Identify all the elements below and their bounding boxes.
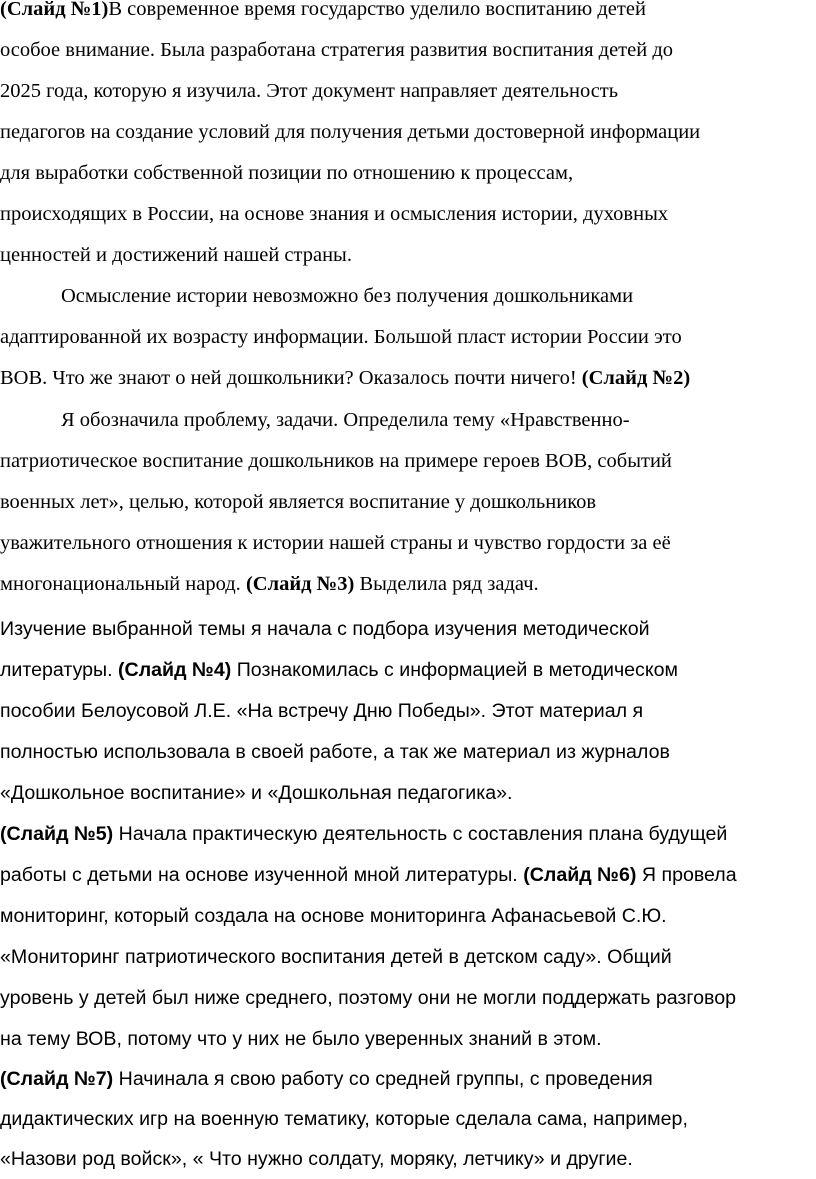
- text-run: на тему ВОВ, потому что у них не было уверенных знаний в этом.: [0, 1028, 602, 1050]
- text-line: [0, 112, 816, 153]
- text-run: для выработки собственной позиции по отношению к процессам,: [0, 162, 574, 184]
- text-line: [0, 691, 816, 732]
- text-line: [0, 482, 816, 523]
- text-run: мониторинг, который создала на основе мониторинга Афанасьевой С.Ю.: [0, 905, 667, 927]
- text-run: педагогов на создание условий для получения детьми достоверной информации: [0, 121, 701, 143]
- text-line: [0, 30, 816, 71]
- text-line: [0, 441, 816, 482]
- text-run: 2025 года, которую я изучила. Этот документ направляет деятельность: [0, 80, 619, 102]
- text-line: [0, 317, 816, 358]
- text-line: [0, 358, 816, 399]
- paragraph-history: [0, 276, 816, 399]
- text-run: Я провела: [636, 864, 737, 886]
- text-run: Выделила ряд задач.: [354, 573, 539, 595]
- text-run: дидактических игр на военную тематику, которые сделала сама, например,: [0, 1108, 688, 1130]
- text-line: [0, 1059, 816, 1099]
- paragraph-practice: [0, 814, 816, 1060]
- slide-reference: (Слайд №7): [0, 1068, 114, 1090]
- text-run: адаптированной их возрасту информации. Большой пласт истории России это: [0, 326, 682, 348]
- text-run: «Мониторинг патриотического воспитания детей в детском саду». Общий: [0, 946, 672, 968]
- paragraph-literature: [0, 609, 816, 814]
- text-line: [0, 855, 816, 896]
- text-line: [0, 814, 816, 855]
- text-run: «Дошкольное воспитание» и «Дошкольная педагогика».: [0, 782, 513, 804]
- text-line: [0, 276, 816, 317]
- text-run: Начала практическую деятельность с составления плана будущей: [113, 823, 728, 845]
- text-run: уровень у детей был ниже среднего, поэтому они не могли поддержать разговор: [0, 987, 737, 1009]
- text-line: [0, 0, 816, 30]
- text-line: [0, 1019, 816, 1060]
- text-line: [0, 978, 816, 1019]
- text-run: В современное время государство уделило воспитанию детей: [108, 0, 646, 20]
- paragraph-games: [0, 1059, 816, 1179]
- slide-reference: (Слайд №4): [118, 659, 232, 681]
- text-run: патриотическое воспитание дошкольников на примере героев ВОВ, событий: [0, 450, 672, 472]
- text-run: ценностей и достижений нашей страны.: [0, 244, 352, 266]
- text-line: [0, 609, 816, 650]
- text-line: [0, 235, 816, 276]
- text-run: уважительного отношения к истории нашей страны и чувство гордости за её: [0, 532, 671, 554]
- text-run: происходящих в России, на основе знания и осмысления истории, духовных: [0, 203, 669, 225]
- text-run: военных лет», целью, которой является воспитание у дошкольников: [0, 491, 597, 513]
- paragraph-strategy: [0, 0, 816, 276]
- paragraph-topic: [0, 400, 816, 605]
- text-run: многонациональный народ.: [0, 573, 246, 595]
- text-run: Познакомилась с информацией в методическом: [231, 659, 679, 681]
- text-line: [0, 400, 816, 441]
- text-run: ВОВ. Что же знают о ней дошкольники? Оказалось почти ничего!: [0, 367, 582, 389]
- slide-reference: (Слайд №1): [0, 0, 109, 20]
- slide-reference: (Слайд №6): [523, 864, 637, 886]
- slide-reference: (Слайд №3): [245, 573, 355, 595]
- text-line: [0, 564, 816, 605]
- slide-reference: (Слайд №2): [581, 367, 691, 389]
- text-line: [0, 194, 816, 235]
- text-run: полностью использовала в своей работе, а так же материал из журналов: [0, 741, 670, 763]
- text-line: [0, 523, 816, 564]
- text-line: [0, 937, 816, 978]
- text-line: [0, 650, 816, 691]
- text-run: работы с детьми на основе изученной мной литературы.: [0, 864, 524, 886]
- text-run: Начинала я свою работу со средней группы, с проведения: [113, 1068, 653, 1090]
- text-run: особое внимание. Была разработана стратегия развития воспитания детей до: [0, 39, 674, 61]
- text-run: литературы.: [0, 659, 119, 681]
- text-run: пособии Белоусовой Л.Е. «На встречу Дню Победы». Этот материал я: [0, 700, 644, 722]
- text-run: Осмысление истории невозможно без получения дошкольниками: [61, 285, 634, 307]
- slide-reference: (Слайд №5): [0, 823, 114, 845]
- text-line: [0, 896, 816, 937]
- text-run: «Назови род войск», « Что нужно солдату, моряку, летчику» и другие.: [0, 1148, 633, 1170]
- text-line: [0, 773, 816, 814]
- text-line: [0, 1139, 816, 1179]
- text-line: [0, 153, 816, 194]
- text-line: [0, 71, 816, 112]
- text-line: [0, 1099, 816, 1139]
- text-run: Я обозначила проблему, задачи. Определила тему «Нравственно-: [61, 409, 630, 431]
- text-line: [0, 732, 816, 773]
- text-run: Изучение выбранной темы я начала с подбора изучения методической: [0, 618, 650, 640]
